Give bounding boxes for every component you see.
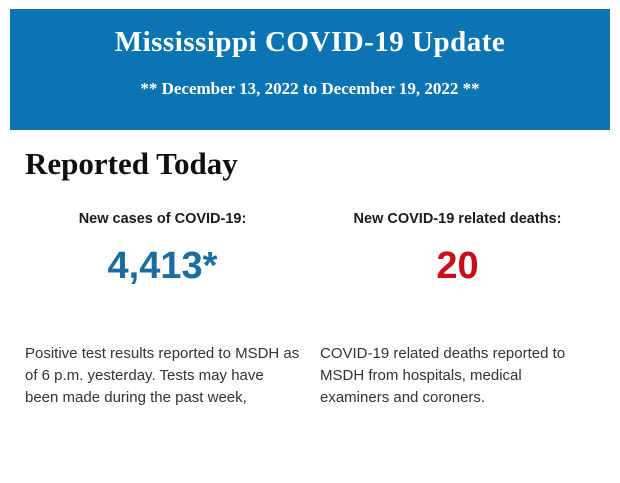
header-banner xyxy=(10,9,610,130)
stats-grid xyxy=(25,211,595,409)
new-deaths-label: New COVID-19 related deaths: xyxy=(353,211,562,227)
new-cases-description: Positive test results reported to MSDH as of 6 p.m. yesterday. Tests may have been made during the past week, xyxy=(25,345,300,406)
new-deaths-description: COVID-19 related deaths reported to MSDH from hospitals, medical examiners and coroners. xyxy=(320,345,566,406)
stat-new-deaths xyxy=(320,211,595,409)
banner-title: Mississippi COVID-19 Update xyxy=(114,26,506,58)
new-cases-value: 4,413* xyxy=(107,245,218,287)
banner-date-range: ** December 13, 2022 to December 19, 2022 ** xyxy=(140,79,480,98)
new-cases-label: New cases of COVID-19: xyxy=(78,211,247,227)
stat-new-cases xyxy=(25,211,300,409)
new-deaths-value: 20 xyxy=(436,245,479,287)
section-heading-reported-today: Reported Today xyxy=(25,146,238,181)
